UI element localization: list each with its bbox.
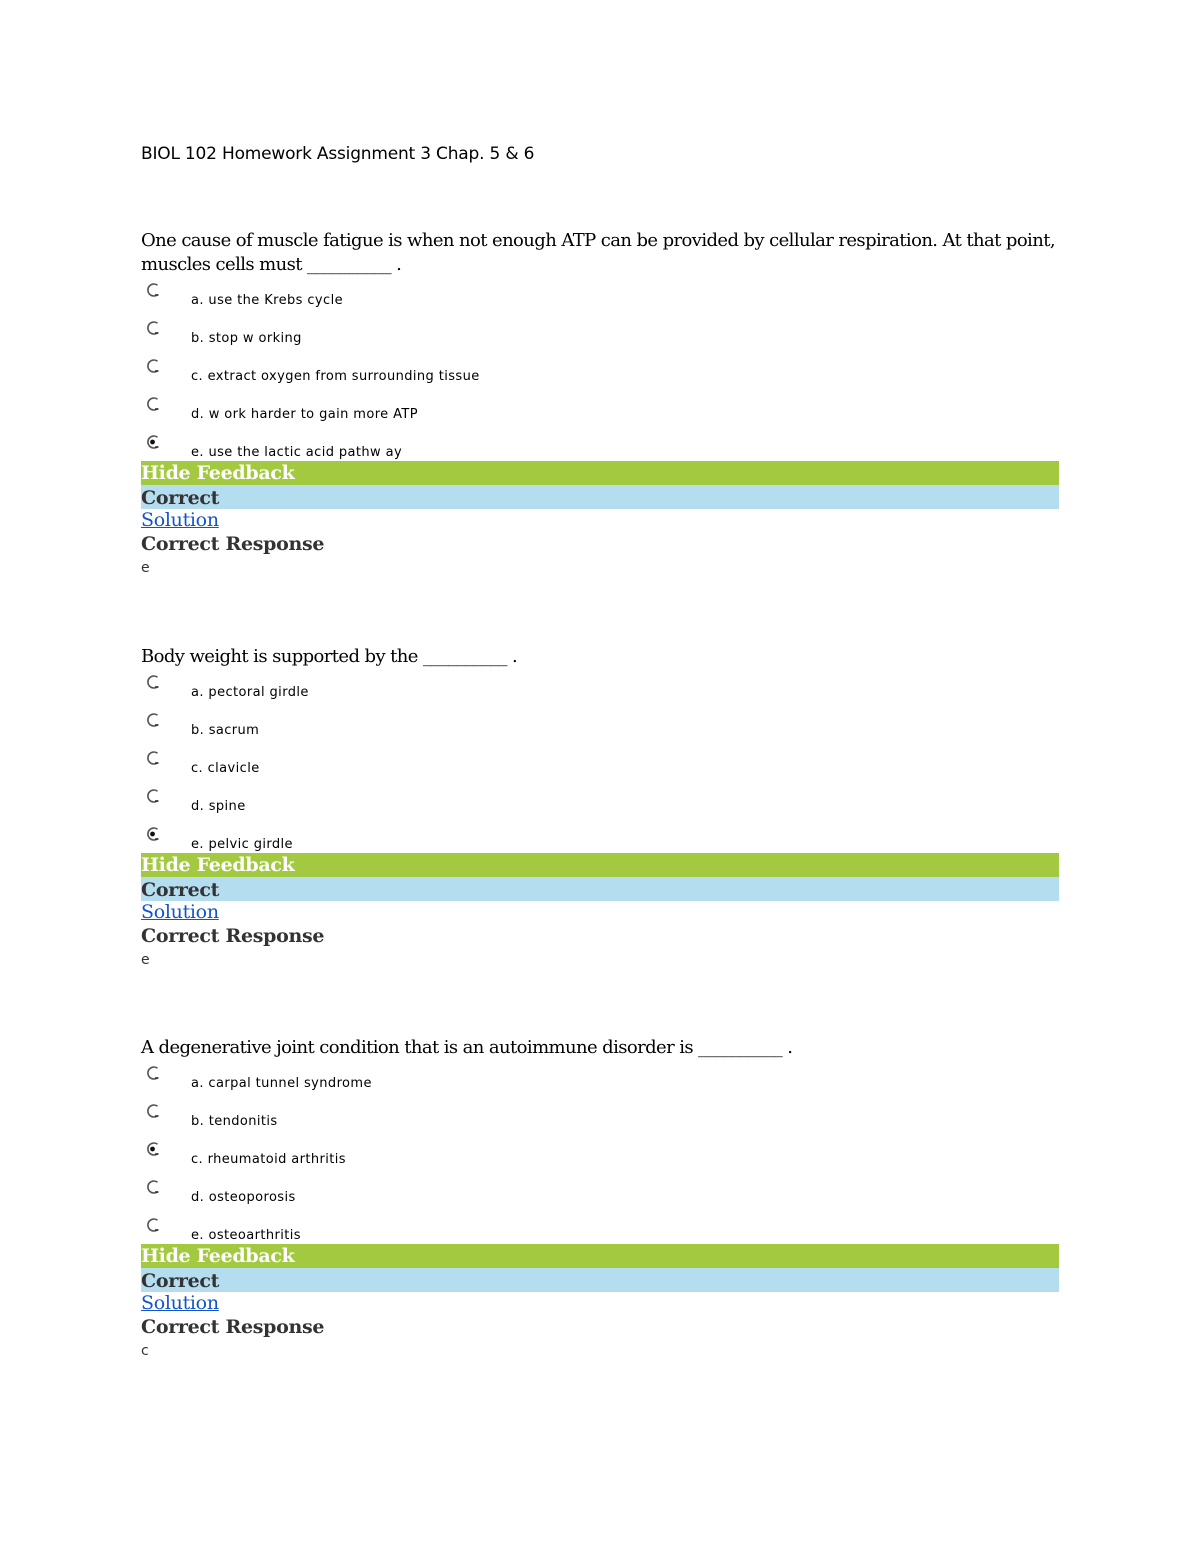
question-text: One cause of muscle fatigue is when not enough ATP can be provided by cellular respiration. At that point, muscles cells must __________ . — [141, 230, 1055, 275]
option-a[interactable] — [141, 281, 1059, 319]
option-b[interactable] — [141, 1102, 1059, 1140]
radio-button-icon[interactable] — [145, 826, 159, 840]
answer-options — [141, 281, 1059, 471]
option-label: a. use the Krebs cycle — [191, 293, 343, 308]
correct-response-value: c — [141, 1343, 149, 1359]
option-label: c. rheumatoid arthritis — [191, 1152, 346, 1167]
radio-button-icon[interactable] — [145, 1103, 159, 1117]
option-e[interactable] — [141, 433, 1059, 471]
radio-button-icon[interactable] — [145, 1217, 159, 1231]
correct-response-value: e — [141, 952, 150, 968]
option-d[interactable] — [141, 787, 1059, 825]
radio-button-icon[interactable] — [145, 1065, 159, 1079]
question-2 — [141, 645, 1059, 971]
correct-response-value: e — [141, 560, 150, 576]
radio-button-icon[interactable] — [145, 434, 159, 448]
question-1 — [141, 229, 1059, 579]
question-text: Body weight is supported by the __________ . — [141, 646, 518, 667]
option-e[interactable] — [141, 825, 1059, 863]
radio-button-icon[interactable] — [145, 282, 159, 296]
option-label: e. use the lactic acid pathw ay — [191, 445, 403, 460]
option-a[interactable] — [141, 1064, 1059, 1102]
option-c[interactable] — [141, 749, 1059, 787]
result-banner: Correct — [141, 1268, 1059, 1292]
correct-response-heading: Correct Response — [141, 925, 325, 947]
hide-feedback-toggle[interactable]: Hide Feedback — [141, 1244, 1059, 1268]
option-label: c. extract oxygen from surrounding tissue — [191, 369, 480, 384]
radio-button-icon[interactable] — [145, 320, 159, 334]
radio-button-icon[interactable] — [145, 1179, 159, 1193]
option-e[interactable] — [141, 1216, 1059, 1254]
radio-button-icon[interactable] — [145, 1141, 159, 1155]
option-a[interactable] — [141, 673, 1059, 711]
option-label: e. pelvic girdle — [191, 837, 293, 852]
hide-feedback-toggle[interactable]: Hide Feedback — [141, 461, 1059, 485]
answer-options — [141, 673, 1059, 863]
option-label: d. osteoporosis — [191, 1190, 296, 1205]
result-banner: Correct — [141, 877, 1059, 901]
radio-button-icon[interactable] — [145, 750, 159, 764]
radio-button-icon[interactable] — [145, 396, 159, 410]
option-b[interactable] — [141, 319, 1059, 357]
answer-options — [141, 1064, 1059, 1254]
option-d[interactable] — [141, 1178, 1059, 1216]
option-label: a. carpal tunnel syndrome — [191, 1076, 372, 1091]
option-label: a. pectoral girdle — [191, 685, 309, 700]
correct-response-heading: Correct Response — [141, 533, 325, 555]
option-label: c. clavicle — [191, 761, 260, 776]
option-b[interactable] — [141, 711, 1059, 749]
option-c[interactable] — [141, 357, 1059, 395]
solution-link[interactable]: Solution — [141, 509, 219, 531]
page-title: BIOL 102 Homework Assignment 3 Chap. 5 & 6 — [141, 144, 535, 164]
radio-button-icon[interactable] — [145, 788, 159, 802]
option-label: b. stop w orking — [191, 331, 302, 346]
radio-button-icon[interactable] — [145, 712, 159, 726]
question-text: A degenerative joint condition that is an autoimmune disorder is __________ . — [141, 1037, 793, 1058]
solution-link[interactable]: Solution — [141, 901, 219, 923]
radio-button-icon[interactable] — [145, 358, 159, 372]
radio-button-icon[interactable] — [145, 674, 159, 688]
option-label: e. osteoarthritis — [191, 1228, 301, 1243]
option-label: b. tendonitis — [191, 1114, 278, 1129]
option-c[interactable] — [141, 1140, 1059, 1178]
option-label: b. sacrum — [191, 723, 260, 738]
question-3 — [141, 1036, 1059, 1362]
result-banner: Correct — [141, 485, 1059, 509]
option-label: d. w ork harder to gain more ATP — [191, 407, 418, 422]
option-d[interactable] — [141, 395, 1059, 433]
hide-feedback-toggle[interactable]: Hide Feedback — [141, 853, 1059, 877]
correct-response-heading: Correct Response — [141, 1316, 325, 1338]
option-label: d. spine — [191, 799, 246, 814]
solution-link[interactable]: Solution — [141, 1292, 219, 1314]
